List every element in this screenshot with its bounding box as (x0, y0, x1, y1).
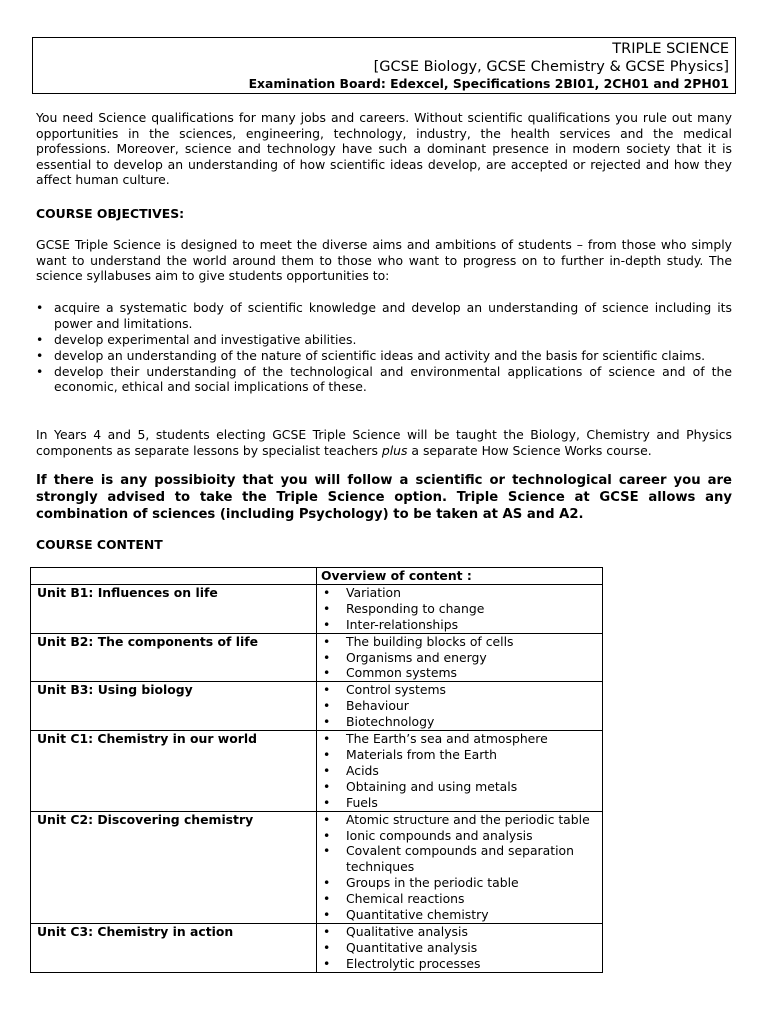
table-row (31, 682, 603, 731)
topic-item: • Behaviour (321, 698, 598, 714)
topic-list (321, 924, 598, 972)
unit-name: Unit B3: Using biology (31, 682, 317, 731)
list-item: • acquire a systematic body of scientific knowledge and develop an understanding of science including its power and limitations. (36, 300, 732, 331)
course-content-table (30, 567, 603, 973)
list-item: • develop an understanding of the nature of scientific ideas and activity and the basis for scientific claims. (36, 348, 732, 364)
unit-topics (317, 923, 603, 972)
intro-paragraph: You need Science qualifications for many jobs and careers. Without scientific qualifications you rule out many opportunities in the sciences, engineering, technology, industry, the health services and the medical professions. Moreover, science and technology have such a dominant presence in modern society that it is essential to develop an understanding of how scientific ideas develop, are accepted or rejected and how they affect human culture. (36, 110, 732, 188)
topic-item: • Acids (321, 763, 598, 779)
table-row (31, 923, 603, 972)
content-heading: COURSE CONTENT (36, 537, 163, 552)
table-header-overview: Overview of content : (317, 568, 603, 585)
unit-topics (317, 811, 603, 923)
title-box (32, 37, 736, 94)
topic-list (321, 585, 598, 633)
objectives-paragraph: GCSE Triple Science is designed to meet the diverse aims and ambitions of students – from those who simply want to understand the world around them to those who want to progress on to further in-depth study. The science syllabuses aim to give students opportunities to: (36, 237, 732, 284)
objectives-list (36, 300, 732, 396)
topic-item: • Responding to change (321, 601, 598, 617)
page-title: TRIPLE SCIENCE (612, 41, 729, 57)
topic-item: • Control systems (321, 682, 598, 698)
topic-item: • Quantitative chemistry (321, 907, 598, 923)
topic-item: • Inter-relationships (321, 617, 598, 633)
topic-list (321, 812, 598, 923)
unit-name: Unit B1: Influences on life (31, 584, 317, 633)
exam-board: Examination Board: Edexcel, Specifications 2BI01, 2CH01 and 2PH01 (248, 76, 729, 91)
table-header-row (31, 568, 603, 585)
topic-item: • Obtaining and using metals (321, 779, 598, 795)
topic-item: • Ionic compounds and analysis (321, 828, 598, 844)
table-row (31, 633, 603, 682)
list-item: • develop experimental and investigative abilities. (36, 332, 732, 348)
table-header-empty (31, 568, 317, 585)
topic-list (321, 682, 598, 730)
unit-topics (317, 584, 603, 633)
objectives-heading: COURSE OBJECTIVES: (36, 206, 185, 221)
unit-name: Unit C2: Discovering chemistry (31, 811, 317, 923)
topic-item: • Electrolytic processes (321, 956, 598, 972)
unit-topics (317, 682, 603, 731)
table-row (31, 731, 603, 812)
table-row (31, 811, 603, 923)
topic-item: • Materials from the Earth (321, 747, 598, 763)
topic-item: • Atomic structure and the periodic table (321, 812, 598, 828)
unit-name: Unit C3: Chemistry in action (31, 923, 317, 972)
topic-item: • The Earth’s sea and atmosphere (321, 731, 598, 747)
topic-item: • Variation (321, 585, 598, 601)
topic-item: • Organisms and energy (321, 650, 598, 666)
topic-item: • Common systems (321, 665, 598, 681)
topic-item: • Groups in the periodic table (321, 875, 598, 891)
years-text: In Years 4 and 5, students electing GCSE Triple Science will be taught the Biology, Chemistry and Physics components as separate lessons by specialist teachers (36, 427, 732, 458)
advice-paragraph: If there is any possibioity that you will follow a scientific or technological career you are strongly advised to take the Triple Science option. Triple Science at GCSE allows any combination of sciences (including Psychology) to be taken at AS and A2. (36, 473, 732, 522)
topic-item: • Fuels (321, 795, 598, 811)
topic-item: • Biotechnology (321, 714, 598, 730)
years-emphasis: plus (381, 442, 408, 458)
topic-item: • Chemical reactions (321, 891, 598, 907)
topic-item: • Covalent compounds and separation techniques (321, 843, 598, 875)
unit-topics (317, 731, 603, 812)
topic-item: • Quantitative analysis (321, 940, 598, 956)
topic-item: • Qualitative analysis (321, 924, 598, 940)
unit-topics (317, 633, 603, 682)
subtitle: [GCSE Biology, GCSE Chemistry & GCSE Physics] (373, 59, 729, 75)
topic-item: • The building blocks of cells (321, 634, 598, 650)
table-row (31, 584, 603, 633)
unit-name: Unit B2: The components of life (31, 633, 317, 682)
topic-list (321, 731, 598, 811)
topic-list (321, 634, 598, 682)
unit-name: Unit C1: Chemistry in our world (31, 731, 317, 812)
years-paragraph (36, 427, 732, 458)
years-text-end: a separate How Science Works course. (407, 442, 652, 458)
list-item: • develop their understanding of the technological and environmental applications of science and of the economic, ethical and social implications of these. (36, 364, 732, 395)
